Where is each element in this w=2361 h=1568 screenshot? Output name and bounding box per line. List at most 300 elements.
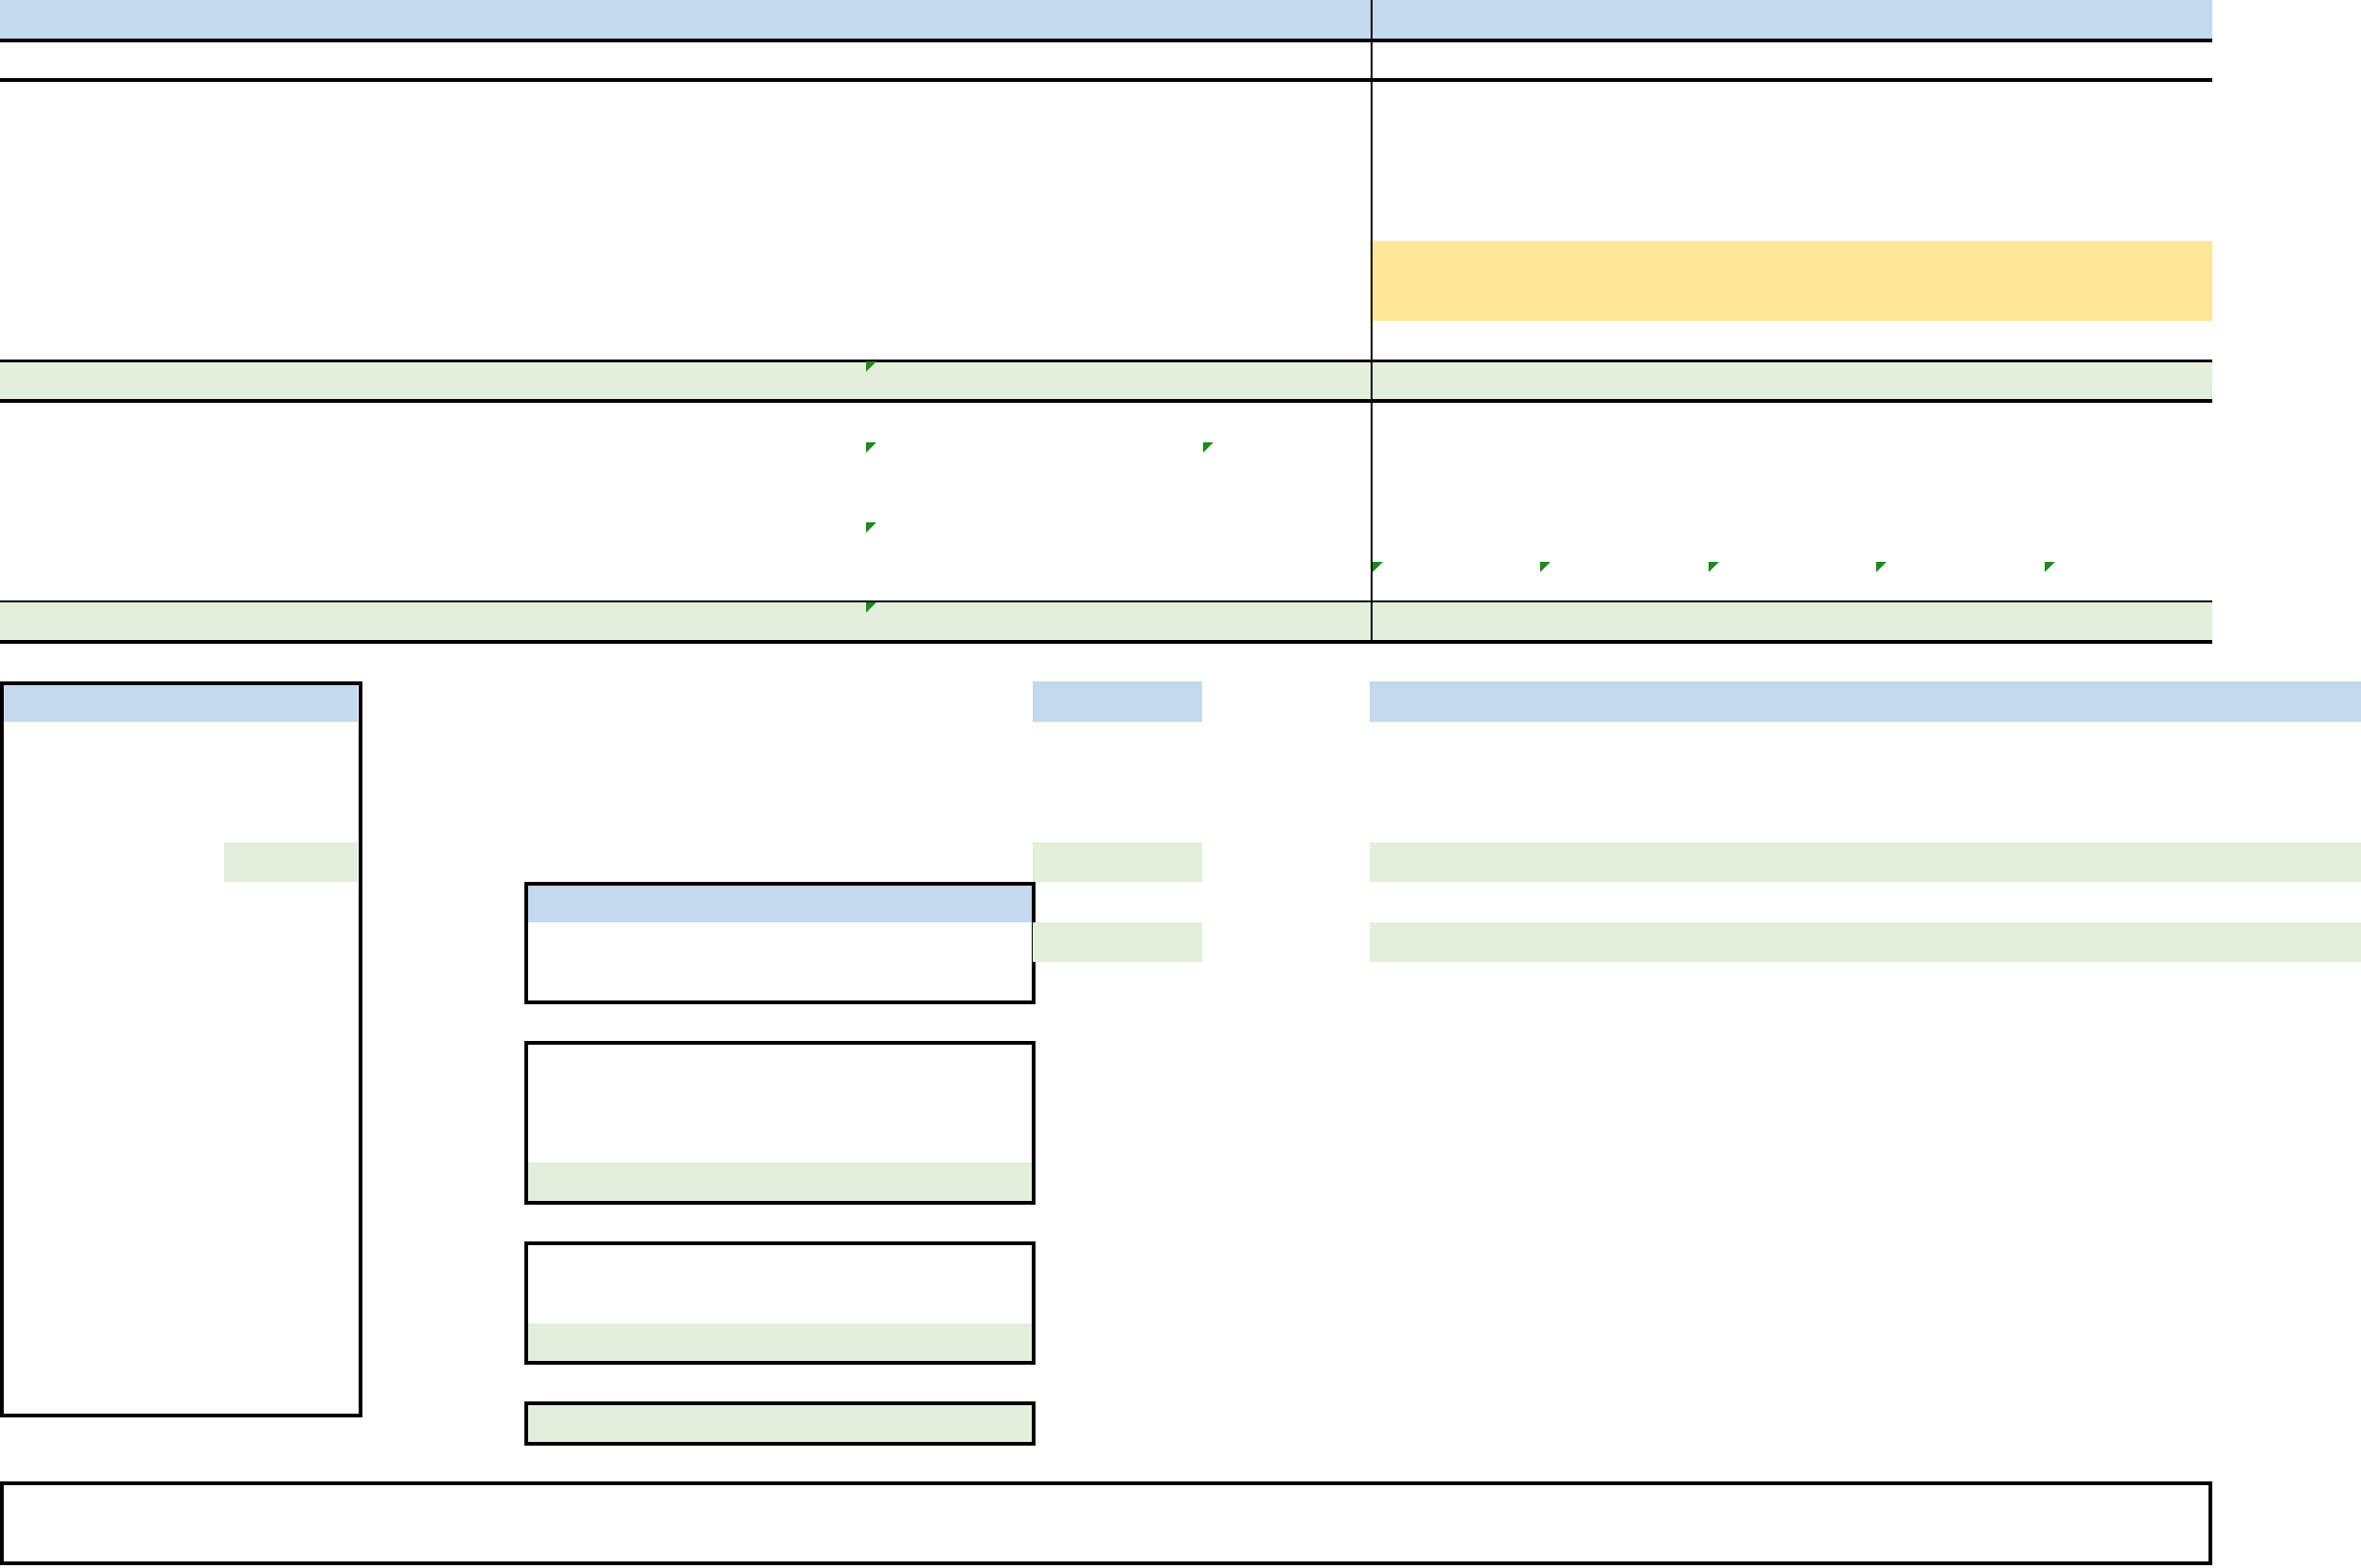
dcf-value[interactable]	[2043, 761, 2212, 802]
pl-value-cell[interactable]	[1200, 200, 1370, 241]
valuation-label[interactable]	[0, 802, 237, 842]
pl-value-cell[interactable]	[2043, 160, 2212, 200]
pl-value-cell[interactable]	[1709, 80, 1873, 120]
pl-value-cell[interactable]	[231, 40, 362, 81]
pl-value-cell[interactable]	[1709, 360, 1873, 401]
pl-value-cell[interactable]	[362, 481, 532, 521]
pl-value-cell[interactable]	[1200, 561, 1370, 601]
margin-value[interactable]	[362, 1524, 532, 1564]
pl-value-cell[interactable]	[720, 120, 847, 161]
pl-value-cell[interactable]	[1544, 80, 1709, 120]
pl-value-cell[interactable]	[1026, 120, 1200, 161]
pl-value-cell[interactable]	[1709, 321, 1873, 361]
coe-label[interactable]	[524, 1123, 847, 1163]
pl-value-cell[interactable]	[1026, 521, 1200, 562]
valuation-label[interactable]	[0, 922, 237, 963]
pl-value-cell[interactable]	[362, 120, 532, 161]
pl-value-cell[interactable]	[1026, 280, 1200, 321]
pl-value-cell[interactable]	[1709, 160, 1873, 200]
valuation-label[interactable]	[0, 1162, 237, 1203]
pl-value-cell[interactable]	[362, 160, 532, 200]
pl-value-cell[interactable]	[1200, 441, 1370, 482]
pl-value-cell[interactable]	[720, 601, 847, 642]
dcf-label[interactable]	[988, 761, 1318, 802]
margin-value[interactable]	[1200, 1483, 1370, 1524]
pl-value-cell[interactable]	[1709, 40, 1873, 81]
margin-value[interactable]	[1370, 1524, 1544, 1564]
wacc-value[interactable]	[847, 1403, 1036, 1444]
pl-value-cell[interactable]	[231, 241, 362, 281]
pl-value-cell[interactable]	[362, 601, 532, 642]
pl-header-2027[interactable]	[1873, 0, 2043, 40]
dcf-value[interactable]	[2043, 842, 2212, 883]
dcf-value[interactable]	[1544, 842, 1709, 883]
pl-value-cell[interactable]	[2043, 601, 2212, 642]
pl-value-cell[interactable]	[1873, 200, 2043, 241]
pl-value-cell[interactable]	[1544, 280, 1709, 321]
pl-value-cell[interactable]	[1873, 280, 2043, 321]
pl-value-cell[interactable]	[1544, 321, 1709, 361]
pl-value-cell[interactable]	[1709, 481, 1873, 521]
margin-value[interactable]	[1031, 1524, 1200, 1564]
margin-label[interactable]	[0, 1524, 235, 1564]
pl-value-cell[interactable]	[1873, 40, 2043, 81]
pl-value-cell[interactable]	[1544, 360, 1709, 401]
pl-value-cell[interactable]	[1026, 200, 1200, 241]
dcf-label[interactable]	[988, 842, 1318, 883]
pl-value-cell[interactable]	[1026, 360, 1200, 401]
pl-row-label[interactable]	[0, 280, 235, 321]
margin-value[interactable]	[2043, 1483, 2212, 1524]
valuation-label[interactable]	[0, 722, 237, 762]
pl-value-cell[interactable]	[1544, 200, 1709, 241]
pl-value-cell[interactable]	[1544, 601, 1709, 642]
pl-value-cell[interactable]	[362, 40, 532, 81]
cod-value[interactable]	[847, 1283, 1036, 1323]
pl-value-cell[interactable]	[1370, 481, 1544, 521]
valuation-value[interactable]	[224, 1283, 358, 1323]
pl-value-cell[interactable]	[1370, 40, 1544, 81]
dcf-value[interactable]	[1370, 842, 1544, 883]
pl-value-cell[interactable]	[231, 200, 362, 241]
capital-header-label[interactable]	[524, 882, 704, 922]
pl-value-cell[interactable]	[1709, 521, 1873, 562]
cod-label[interactable]	[524, 1243, 847, 1284]
dcf-value[interactable]	[1370, 722, 1544, 762]
pl-value-cell[interactable]	[1026, 401, 1200, 441]
margin-value[interactable]	[362, 1483, 532, 1524]
pl-header-2026[interactable]	[1709, 0, 1873, 40]
capital-value[interactable]	[704, 962, 859, 1002]
capital-weight[interactable]	[859, 962, 1036, 1002]
valuation-value[interactable]	[224, 1123, 358, 1163]
pl-value-cell[interactable]	[847, 561, 1026, 601]
pl-row-label[interactable]	[0, 321, 235, 361]
pl-value-cell[interactable]	[720, 280, 847, 321]
coe-value[interactable]	[847, 1123, 1036, 1163]
valuation-label[interactable]	[0, 1203, 237, 1243]
pl-value-cell[interactable]	[720, 561, 847, 601]
pl-value-cell[interactable]	[1370, 160, 1544, 200]
pl-value-cell[interactable]	[2043, 120, 2212, 161]
dcf-value[interactable]	[2212, 722, 2361, 762]
capital-header-1h23-pct[interactable]	[859, 882, 1036, 922]
pl-value-cell[interactable]	[1026, 80, 1200, 120]
pl-value-cell[interactable]	[1026, 561, 1200, 601]
cod-label[interactable]	[524, 1283, 847, 1323]
pl-value-cell[interactable]	[720, 160, 847, 200]
pl-header-2024[interactable]	[1370, 0, 1544, 40]
pl-row-label[interactable]	[0, 521, 235, 562]
pl-value-cell[interactable]	[1026, 601, 1200, 642]
pl-value-cell[interactable]	[720, 481, 847, 521]
pl-value-cell[interactable]	[1709, 241, 1873, 281]
pl-value-cell[interactable]	[1709, 280, 1873, 321]
pl-value-cell[interactable]	[1370, 601, 1544, 642]
pl-value-cell[interactable]	[362, 441, 532, 482]
dcf-value[interactable]	[1873, 722, 2043, 762]
pl-row-label[interactable]	[0, 561, 235, 601]
dcf-value[interactable]	[2212, 922, 2361, 963]
dcf-header-2026[interactable]	[1709, 681, 1873, 722]
pl-value-cell[interactable]	[2043, 280, 2212, 321]
pl-row-label[interactable]	[0, 241, 235, 281]
pl-value-cell[interactable]	[720, 360, 847, 401]
pl-value-cell[interactable]	[1873, 441, 2043, 482]
pl-value-cell[interactable]	[1370, 521, 1544, 562]
pl-value-cell[interactable]	[1709, 120, 1873, 161]
pl-value-cell[interactable]	[2043, 401, 2212, 441]
pl-value-cell[interactable]	[847, 160, 1026, 200]
dcf-value[interactable]	[1873, 842, 2043, 883]
pl-value-cell[interactable]	[720, 521, 847, 562]
valuation-value[interactable]	[224, 1323, 358, 1364]
dcf-value[interactable]	[1709, 922, 1873, 963]
coe-label[interactable]	[524, 1043, 847, 1083]
pl-value-cell[interactable]	[1873, 360, 2043, 401]
pl-value-cell[interactable]	[362, 241, 532, 281]
margin-value[interactable]	[231, 1483, 362, 1524]
dcf-value[interactable]	[2212, 842, 2361, 883]
dcf-label[interactable]	[988, 922, 1318, 963]
valuation-value[interactable]	[224, 761, 358, 802]
dcf-value[interactable]	[1873, 761, 2043, 802]
dcf-value[interactable]	[2043, 722, 2212, 762]
pl-value-cell[interactable]	[1200, 601, 1370, 642]
wacc-label[interactable]	[524, 1403, 847, 1444]
pl-header-2H23[interactable]	[1200, 0, 1370, 40]
margin-value[interactable]	[1544, 1524, 1709, 1564]
dcf-value[interactable]	[1709, 761, 1873, 802]
margin-value[interactable]	[864, 1483, 1031, 1524]
margin-value[interactable]	[720, 1483, 864, 1524]
pl-header-2021[interactable]	[231, 0, 362, 40]
margin-value[interactable]	[864, 1524, 1031, 1564]
pl-row-label[interactable]	[0, 441, 235, 482]
pl-value-cell[interactable]	[1026, 160, 1200, 200]
margin-value[interactable]	[1544, 1483, 1709, 1524]
pl-value-cell[interactable]	[1873, 120, 2043, 161]
pl-value-cell[interactable]	[847, 481, 1026, 521]
pl-value-cell[interactable]	[1200, 481, 1370, 521]
pl-value-cell[interactable]	[1873, 241, 2043, 281]
pl-value-cell[interactable]	[2043, 40, 2212, 81]
pl-value-cell[interactable]	[720, 401, 847, 441]
pl-value-cell[interactable]	[847, 40, 1026, 81]
dcf-value[interactable]	[1544, 761, 1709, 802]
dcf-value[interactable]	[2212, 882, 2361, 922]
pl-row-label[interactable]	[0, 160, 235, 200]
pl-value-cell[interactable]	[1200, 321, 1370, 361]
pl-value-cell[interactable]	[231, 441, 362, 482]
pl-value-cell[interactable]	[362, 401, 532, 441]
pl-value-cell[interactable]	[2043, 481, 2212, 521]
margin-value[interactable]	[1709, 1483, 1873, 1524]
pl-row-label[interactable]	[0, 481, 235, 521]
pl-value-cell[interactable]	[847, 321, 1026, 361]
pl-header-2H22[interactable]	[847, 0, 1026, 40]
pl-value-cell[interactable]	[2043, 360, 2212, 401]
pl-value-cell[interactable]	[2043, 561, 2212, 601]
pl-value-cell[interactable]	[1200, 280, 1370, 321]
valuation-label[interactable]	[0, 962, 237, 1002]
pl-value-cell[interactable]	[231, 120, 362, 161]
pl-header-2028[interactable]	[2043, 0, 2212, 40]
pl-row-label[interactable]	[0, 200, 235, 241]
pl-value-cell[interactable]	[847, 241, 1026, 281]
pl-value-cell[interactable]	[1873, 481, 2043, 521]
valuation-value[interactable]	[224, 802, 358, 842]
pl-value-cell[interactable]	[1370, 561, 1544, 601]
dcf-header-2027[interactable]	[1873, 681, 2043, 722]
pl-header-2025[interactable]	[1544, 0, 1709, 40]
pl-value-cell[interactable]	[2043, 80, 2212, 120]
dcf-value[interactable]	[2043, 922, 2212, 963]
pl-value-cell[interactable]	[1873, 521, 2043, 562]
pl-row-label[interactable]	[0, 601, 235, 642]
pl-value-cell[interactable]	[1873, 160, 2043, 200]
pl-value-cell[interactable]	[847, 200, 1026, 241]
pl-value-cell[interactable]	[720, 40, 847, 81]
margin-value[interactable]	[720, 1524, 864, 1564]
pl-value-cell[interactable]	[1873, 80, 2043, 120]
pl-value-cell[interactable]	[1370, 200, 1544, 241]
pl-value-cell[interactable]	[720, 241, 847, 281]
dcf-value[interactable]	[1370, 802, 1544, 842]
pl-value-cell[interactable]	[720, 441, 847, 482]
pl-value-cell[interactable]	[362, 360, 532, 401]
capital-label[interactable]	[524, 922, 704, 963]
pl-value-cell[interactable]	[2043, 241, 2212, 281]
pl-value-cell[interactable]	[231, 160, 362, 200]
capital-value[interactable]	[704, 922, 859, 963]
pl-value-cell[interactable]	[1544, 40, 1709, 81]
margin-value[interactable]	[1709, 1524, 1873, 1564]
pl-value-cell[interactable]	[847, 80, 1026, 120]
capital-label[interactable]	[524, 962, 704, 1002]
pl-value-cell[interactable]	[1544, 561, 1709, 601]
valuation-label[interactable]	[0, 1002, 237, 1043]
pl-value-cell[interactable]	[847, 120, 1026, 161]
pl-value-cell[interactable]	[231, 280, 362, 321]
valuation-label[interactable]	[0, 1123, 237, 1163]
valuation-label[interactable]	[0, 1283, 237, 1323]
valuation-label[interactable]	[0, 842, 237, 883]
pl-value-cell[interactable]	[1026, 241, 1200, 281]
valuation-label[interactable]	[0, 761, 237, 802]
pl-value-cell[interactable]	[1370, 441, 1544, 482]
margin-label[interactable]	[0, 1483, 235, 1524]
cod-label[interactable]	[524, 1323, 847, 1364]
margin-value[interactable]	[231, 1524, 362, 1564]
pl-value-cell[interactable]	[2043, 321, 2212, 361]
pl-value-cell[interactable]	[1026, 481, 1200, 521]
pl-value-cell[interactable]	[231, 561, 362, 601]
pl-value-cell[interactable]	[1370, 280, 1544, 321]
coe-label[interactable]	[524, 1082, 847, 1123]
pl-value-cell[interactable]	[231, 80, 362, 120]
pl-value-cell[interactable]	[1370, 401, 1544, 441]
pl-value-cell[interactable]	[1709, 561, 1873, 601]
pl-value-cell[interactable]	[847, 401, 1026, 441]
margin-value[interactable]	[1873, 1483, 2043, 1524]
valuation-value[interactable]	[224, 962, 358, 1002]
valuation-value[interactable]	[224, 1082, 358, 1123]
cod-value[interactable]	[847, 1243, 1036, 1284]
cod-value[interactable]	[847, 1323, 1036, 1364]
pl-value-cell[interactable]	[362, 200, 532, 241]
pl-value-cell[interactable]	[1873, 601, 2043, 642]
dcf-value[interactable]	[1544, 802, 1709, 842]
margin-value[interactable]	[2043, 1524, 2212, 1564]
valuation-value[interactable]	[224, 842, 358, 883]
pl-value-cell[interactable]	[1026, 441, 1200, 482]
pl-row-label[interactable]	[0, 360, 235, 401]
pl-value-cell[interactable]	[231, 521, 362, 562]
pl-value-cell[interactable]	[1370, 120, 1544, 161]
valuation-label[interactable]	[0, 1323, 237, 1364]
pl-value-cell[interactable]	[1544, 481, 1709, 521]
valuation-label[interactable]	[0, 1082, 237, 1123]
pl-header-1H22[interactable]	[720, 0, 847, 40]
dcf-value[interactable]	[1709, 802, 1873, 842]
valuation-title[interactable]	[0, 681, 362, 722]
pl-value-cell[interactable]	[231, 401, 362, 441]
pl-value-cell[interactable]	[1709, 401, 1873, 441]
dcf-value[interactable]	[1709, 722, 1873, 762]
dcf-header-2025[interactable]	[1544, 681, 1709, 722]
valuation-value[interactable]	[224, 1203, 358, 1243]
margin-value[interactable]	[1873, 1524, 2043, 1564]
pl-value-cell[interactable]	[1026, 321, 1200, 361]
pl-value-cell[interactable]	[231, 321, 362, 361]
margin-value[interactable]	[1200, 1524, 1370, 1564]
pl-value-cell[interactable]	[2043, 200, 2212, 241]
pl-value-cell[interactable]	[1200, 80, 1370, 120]
dcf-label[interactable]	[988, 802, 1318, 842]
dcf-label[interactable]	[988, 722, 1318, 762]
pl-value-cell[interactable]	[231, 360, 362, 401]
valuation-value[interactable]	[224, 722, 358, 762]
dcf-value[interactable]	[1544, 922, 1709, 963]
pl-value-cell[interactable]	[362, 561, 532, 601]
dcf-value[interactable]	[1873, 802, 2043, 842]
pl-value-cell[interactable]	[847, 280, 1026, 321]
pl-value-cell[interactable]	[1544, 401, 1709, 441]
valuation-value[interactable]	[224, 922, 358, 963]
coe-value[interactable]	[847, 1162, 1036, 1203]
pl-value-cell[interactable]	[1370, 360, 1544, 401]
pl-value-cell[interactable]	[1873, 321, 2043, 361]
pl-row-label[interactable]	[0, 120, 235, 161]
pl-value-cell[interactable]	[1370, 80, 1544, 120]
dcf-value[interactable]	[1873, 922, 2043, 963]
pl-value-cell[interactable]	[1544, 441, 1709, 482]
pl-value-cell[interactable]	[1200, 160, 1370, 200]
pl-row-label[interactable]	[0, 40, 235, 81]
pl-value-cell[interactable]	[1370, 321, 1544, 361]
pl-value-cell[interactable]	[1544, 521, 1709, 562]
dcf-value[interactable]	[1370, 922, 1544, 963]
valuation-label[interactable]	[0, 1243, 237, 1284]
coe-value[interactable]	[847, 1043, 1036, 1083]
pl-value-cell[interactable]	[1709, 601, 1873, 642]
dcf-value[interactable]	[2212, 802, 2361, 842]
pl-value-cell[interactable]	[1200, 120, 1370, 161]
pl-value-cell[interactable]	[720, 80, 847, 120]
pl-value-cell[interactable]	[1709, 441, 1873, 482]
pl-value-cell[interactable]	[720, 321, 847, 361]
pl-row-label[interactable]	[0, 401, 235, 441]
margin-value[interactable]	[1031, 1483, 1200, 1524]
pl-value-cell[interactable]	[362, 80, 532, 120]
pl-value-cell[interactable]	[1200, 40, 1370, 81]
pl-value-cell[interactable]	[362, 521, 532, 562]
dcf-header-TV[interactable]	[2212, 681, 2361, 722]
dcf-value[interactable]	[1544, 722, 1709, 762]
dcf-value[interactable]	[1370, 761, 1544, 802]
coe-value[interactable]	[847, 1082, 1036, 1123]
margin-value[interactable]	[1370, 1483, 1544, 1524]
pl-value-cell[interactable]	[1200, 241, 1370, 281]
coe-label[interactable]	[524, 1162, 847, 1203]
pl-value-cell[interactable]	[1873, 401, 2043, 441]
dcf-header-2028[interactable]	[2043, 681, 2212, 722]
pl-value-cell[interactable]	[1370, 241, 1544, 281]
dcf-header-2024[interactable]	[1370, 681, 1544, 722]
pl-value-cell[interactable]	[720, 200, 847, 241]
pl-value-cell[interactable]	[2043, 441, 2212, 482]
pl-value-cell[interactable]	[1544, 160, 1709, 200]
pl-header-2022[interactable]	[362, 0, 532, 40]
dcf-value[interactable]	[2212, 761, 2361, 802]
pl-value-cell[interactable]	[1544, 241, 1709, 281]
pl-value-cell[interactable]	[1200, 521, 1370, 562]
pl-value-cell[interactable]	[231, 601, 362, 642]
capital-header-1h23[interactable]	[704, 882, 859, 922]
pl-value-cell[interactable]	[1200, 360, 1370, 401]
valuation-value[interactable]	[224, 1162, 358, 1203]
pl-value-cell[interactable]	[1873, 561, 2043, 601]
pl-value-cell[interactable]	[231, 481, 362, 521]
pl-value-cell[interactable]	[1200, 401, 1370, 441]
pl-row-label[interactable]	[0, 80, 235, 120]
pl-value-cell[interactable]	[362, 280, 532, 321]
dcf-value[interactable]	[1709, 842, 1873, 883]
pl-value-cell[interactable]	[1026, 40, 1200, 81]
dcf-value[interactable]	[2043, 802, 2212, 842]
pl-value-cell[interactable]	[362, 321, 532, 361]
